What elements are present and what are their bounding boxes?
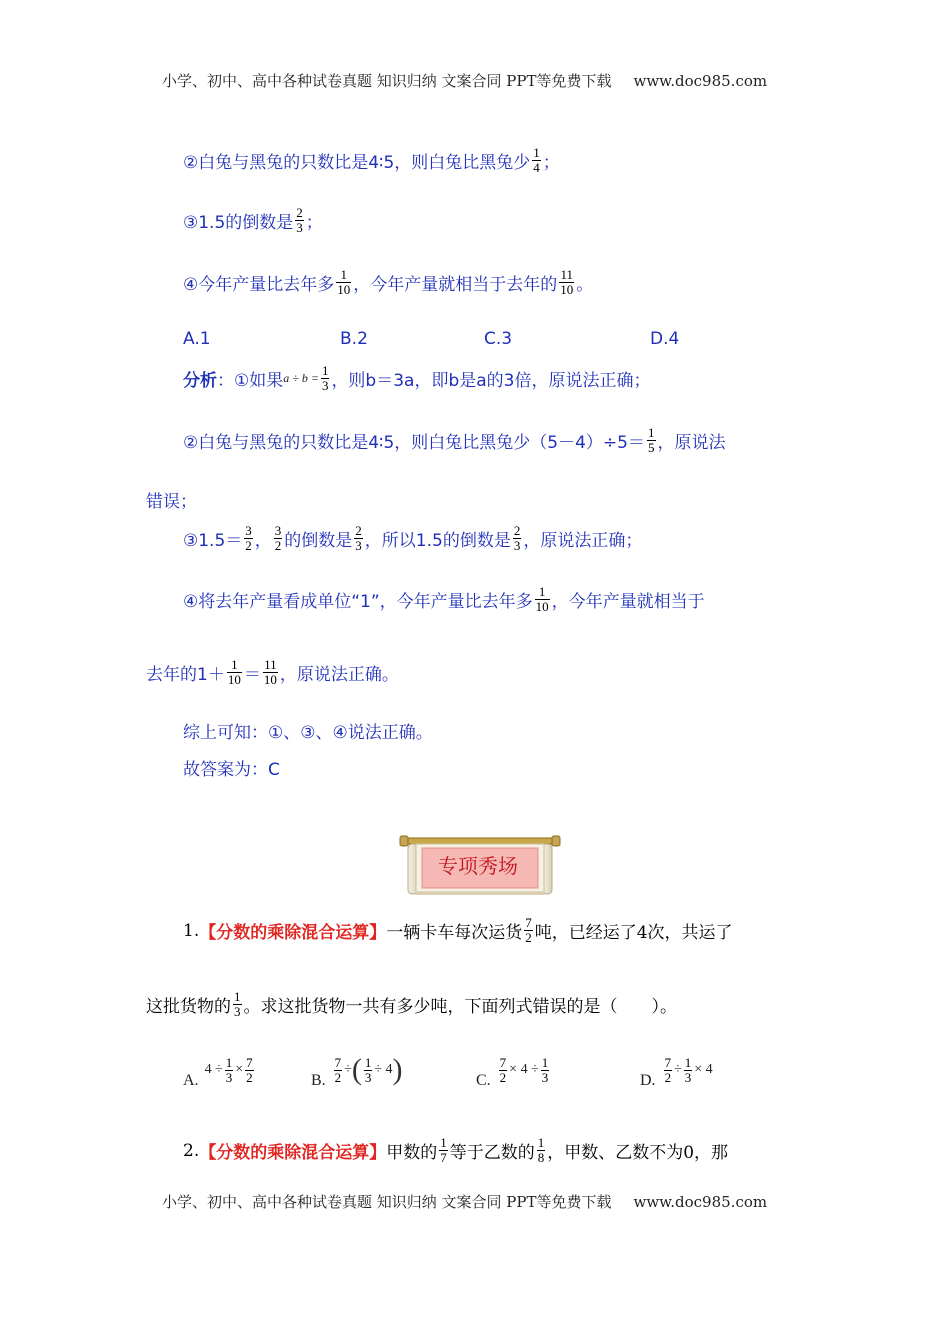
banner-title: 专项秀场 <box>438 854 518 878</box>
analysis-line-5-post: ，原说法正确。 <box>279 665 399 685</box>
numerator: 7 <box>525 915 532 930</box>
option-b[interactable]: B.2 <box>340 329 368 349</box>
numerator: 11 <box>560 267 574 282</box>
footer-text: 小学、初中、高中各种试卷真题 知识归纳 文案合同 PPT等免费下载 <box>162 1193 612 1211</box>
option-label: C. <box>476 1072 491 1089</box>
numerator: 1 <box>364 1054 372 1070</box>
denominator: 2 <box>499 1069 507 1085</box>
expr-part: × 4 <box>694 1062 713 1077</box>
question-1-pre: 一辆卡车每次运货 <box>386 923 523 943</box>
statement-3-end: ； <box>305 213 323 233</box>
denominator: 3 <box>321 378 329 393</box>
statement-4 <box>183 268 593 297</box>
denominator: 3 <box>234 1004 241 1019</box>
math-expression <box>283 371 319 386</box>
numerator: 1 <box>440 1135 447 1150</box>
numerator: 2 <box>513 523 521 538</box>
question-1-line-2 <box>146 990 677 1019</box>
denominator: 2 <box>245 538 252 553</box>
fraction <box>537 1136 546 1165</box>
fraction <box>245 1056 254 1085</box>
expr-part: ÷ <box>674 1062 682 1077</box>
question-1-line-1 <box>183 916 733 945</box>
numerator: 7 <box>334 1054 342 1070</box>
denominator: 5 <box>648 440 655 455</box>
fraction <box>559 268 574 297</box>
analysis-line-4-pre: ④将去年产量看成单位“1”，今年产量比去年多 <box>183 592 533 612</box>
numerator: 11 <box>264 657 277 672</box>
page-footer <box>162 1191 767 1212</box>
question-1-number: 1. <box>183 920 200 941</box>
option-label: D. <box>640 1072 656 1089</box>
expression-text: a ÷ b = <box>283 371 319 385</box>
fraction <box>295 206 304 235</box>
denominator: 10 <box>227 672 241 687</box>
statement-2-text: ②白兔与黑兔的只数比是4∶5，则白兔比黑兔少 <box>183 153 531 173</box>
numerator: 1 <box>684 1054 692 1070</box>
expr-part: ÷ <box>344 1062 352 1077</box>
denominator: 10 <box>560 282 574 297</box>
statement-4-text: ④今年产量比去年多 <box>183 275 335 295</box>
analysis-line-2 <box>183 426 726 455</box>
fraction <box>334 1056 343 1085</box>
denominator: 7 <box>440 1150 447 1165</box>
q1-option-d[interactable] <box>640 1050 713 1090</box>
analysis-label: 分析 <box>183 371 217 391</box>
numerator: 1 <box>225 1054 233 1070</box>
fraction <box>664 1056 673 1085</box>
expr-part: 4 ÷ <box>204 1062 223 1077</box>
fraction <box>227 658 242 687</box>
analysis-summary: 综上可知：①、③、④说法正确。 <box>183 723 433 743</box>
fraction <box>364 1056 373 1085</box>
numerator: 1 <box>648 425 655 440</box>
denominator: 3 <box>541 1069 549 1085</box>
denominator: 10 <box>337 282 351 297</box>
fraction <box>439 1136 448 1165</box>
right-paren: ) <box>392 1053 403 1086</box>
analysis-line-2-post: ，原说法 <box>657 433 726 453</box>
fraction <box>233 990 242 1019</box>
analysis-line-1-post: ，则b＝3a，即b是a的3倍，原说法正确； <box>331 371 651 391</box>
analysis-line-3 <box>183 524 642 553</box>
option-d[interactable]: D.4 <box>650 329 680 349</box>
fraction <box>647 426 656 455</box>
numerator: 3 <box>274 523 282 538</box>
analysis-line-3-a: ③1.5＝ <box>183 531 243 551</box>
expr-part: × 4 ÷ <box>509 1062 539 1077</box>
q1-option-b[interactable] <box>311 1050 403 1090</box>
header-url[interactable]: www.doc985.com <box>633 71 768 90</box>
statement-4-mid: ，今年产量就相当于去年的 <box>353 275 558 295</box>
numerator: 2 <box>296 205 303 220</box>
expr-part: ÷ 4 <box>374 1062 393 1077</box>
fraction <box>321 364 330 393</box>
page-header <box>162 70 767 91</box>
numerator: 7 <box>499 1054 507 1070</box>
question-2-tag: 【分数的乘除混合运算】 <box>199 1143 387 1163</box>
fraction <box>263 658 278 687</box>
fraction <box>336 268 351 297</box>
section-banner <box>398 832 562 898</box>
fraction <box>244 524 253 553</box>
fraction <box>274 524 283 553</box>
denominator: 3 <box>355 538 362 553</box>
q1-option-a[interactable] <box>183 1050 256 1090</box>
denominator: 3 <box>513 538 521 553</box>
question-1-line-2-pre: 这批货物的 <box>146 997 231 1017</box>
numerator: 7 <box>246 1054 253 1070</box>
denominator: 3 <box>225 1069 233 1085</box>
statement-3 <box>183 206 323 235</box>
denominator: 2 <box>274 538 282 553</box>
numerator: 1 <box>321 363 329 378</box>
statement-2 <box>183 146 560 175</box>
analysis-line-2-pre: ②白兔与黑兔的只数比是4∶5，则白兔比黑兔少（5－4）÷5＝ <box>183 433 645 453</box>
analysis-line-3-c: 的倒数是 <box>284 531 353 551</box>
denominator: 2 <box>664 1069 672 1085</box>
numerator: 1 <box>234 989 241 1004</box>
denominator: 2 <box>334 1069 342 1085</box>
left-paren: ( <box>351 1053 362 1086</box>
denominator: 3 <box>684 1069 692 1085</box>
numerator: 1 <box>340 267 347 282</box>
option-a[interactable]: A.1 <box>183 329 211 349</box>
numerator: 2 <box>355 523 362 538</box>
question-1-line-2-post: 。求这批货物一共有多少吨，下面列式错误的是（ ）。 <box>243 997 677 1017</box>
option-c[interactable]: C.3 <box>484 329 513 349</box>
analysis-line-2-cont: 错误； <box>146 492 197 512</box>
option-label: A. <box>183 1072 199 1089</box>
numerator: 1 <box>541 1054 549 1070</box>
numerator: 3 <box>245 523 252 538</box>
analysis-line-4-post: ，今年产量就相当于 <box>551 592 705 612</box>
numerator: 7 <box>664 1054 672 1070</box>
analysis-line-5-pre: 去年的1＋ <box>146 665 225 685</box>
numerator: 1 <box>533 145 540 160</box>
question-2-pre: 甲数的 <box>386 1143 438 1163</box>
analysis-line-1-pre: ：①如果 <box>217 371 284 391</box>
statement-3-text: ③1.5的倒数是 <box>183 213 294 233</box>
denominator: 3 <box>296 220 303 235</box>
fraction <box>513 524 522 553</box>
denominator: 10 <box>535 599 549 614</box>
option-label: B. <box>311 1072 326 1089</box>
denominator: 10 <box>263 672 277 687</box>
header-text: 小学、初中、高中各种试卷真题 知识归纳 文案合同 PPT等免费下载 <box>162 72 612 90</box>
expr-part: × <box>235 1062 244 1077</box>
fraction <box>535 585 550 614</box>
numerator: 1 <box>537 1135 545 1150</box>
analysis-line-5 <box>146 658 399 687</box>
question-2-post: ，甲数、乙数不为0，那 <box>547 1143 729 1163</box>
analysis-line-5-mid: ＝ <box>243 665 261 685</box>
analysis-line-3-d: ，所以1.5的倒数是 <box>364 531 511 551</box>
analysis-line-3-b: ， <box>254 531 272 551</box>
analysis-answer: 故答案为：C <box>183 760 280 780</box>
statement-4-end: 。 <box>576 275 594 295</box>
fraction <box>541 1056 550 1085</box>
numerator: 1 <box>538 584 546 599</box>
fraction <box>354 524 363 553</box>
numerator: 1 <box>231 657 238 672</box>
analysis-line-4 <box>183 585 705 614</box>
fraction <box>532 146 541 175</box>
fraction <box>524 916 533 945</box>
denominator: 3 <box>364 1069 372 1085</box>
question-1-post: 吨，已经运了4次，共运了 <box>534 923 733 943</box>
question-2-line-1 <box>183 1136 728 1165</box>
analysis-line-1 <box>183 364 651 393</box>
fraction <box>225 1056 234 1085</box>
fraction <box>499 1056 508 1085</box>
statement-2-end: ； <box>542 153 560 173</box>
question-2-number: 2. <box>183 1140 200 1161</box>
denominator: 2 <box>525 930 532 945</box>
denominator: 2 <box>246 1069 253 1085</box>
question-1-tag: 【分数的乘除混合运算】 <box>199 923 387 943</box>
footer-url[interactable]: www.doc985.com <box>633 1192 768 1211</box>
analysis-line-3-e: ，原说法正确； <box>523 531 643 551</box>
fraction <box>684 1056 693 1085</box>
denominator: 4 <box>533 160 540 175</box>
denominator: 8 <box>537 1150 545 1165</box>
question-2-mid: 等于乙数的 <box>449 1143 535 1163</box>
q1-option-c[interactable] <box>476 1050 551 1090</box>
